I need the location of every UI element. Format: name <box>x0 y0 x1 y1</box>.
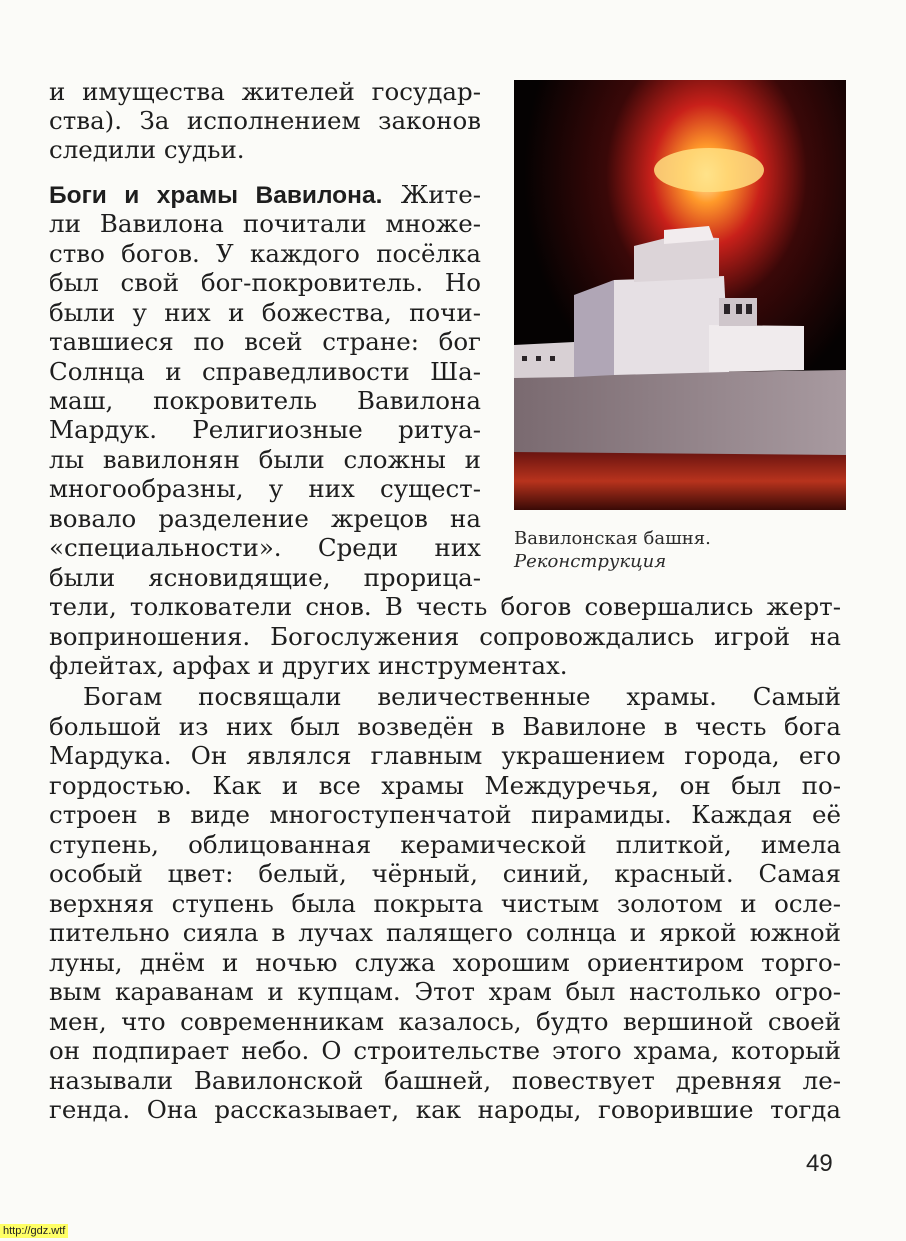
section-heading-line <box>49 180 481 209</box>
tower-drawing <box>514 80 846 510</box>
text-line: гордостью. Как и все храмы Междуречья, он был по- <box>49 771 841 800</box>
window <box>522 356 527 361</box>
figure-caption <box>514 527 844 573</box>
window <box>536 356 541 361</box>
babylon-tower-illustration <box>514 80 846 510</box>
glowing-light <box>654 148 764 192</box>
text-line: Богам посвящали величественные храмы. Самый <box>83 682 841 711</box>
text-line: называли Вавилонской башней, повествует древняя ле- <box>49 1066 841 1095</box>
text-line: он подпирает небо. О строительстве этого храма, который <box>49 1036 841 1065</box>
text-line: особый цвет: белый, чёрный, синий, красный. Самая <box>49 859 841 888</box>
text-line: Мардука. Он являлся главным украшением города, его <box>49 741 841 770</box>
text-line: лы вавилонян были сложны и <box>49 445 481 474</box>
caption-subtitle: Реконструкция <box>514 551 667 572</box>
outer-wall <box>514 370 846 455</box>
window <box>736 304 742 314</box>
caption-title: Вавилонская башня. <box>514 528 711 549</box>
watermark-link[interactable]: http://gdz.wtf <box>0 1224 68 1238</box>
text-line: ли Вавилона почитали множе- <box>49 209 481 238</box>
text-fragment: Жите- <box>382 180 481 209</box>
text-line: флейтах, арфах и других инструментах. <box>49 651 568 680</box>
text-line: тавшиеся по всей стране: бог <box>49 327 481 356</box>
text-line: Мардук. Религиозные ритуа- <box>49 415 481 444</box>
text-line: был свой бог-покровитель. Но <box>49 268 481 297</box>
text-line: строен в виде многоступенчатой пирамиды. Каждая её <box>49 800 841 829</box>
text-line: Солнца и справедливости Ша- <box>49 357 481 386</box>
text-line: вовало разделение жрецов на <box>49 504 481 533</box>
text-line: луны, днём и ночью служа хорошим ориентиром торго- <box>49 948 841 977</box>
text-line: следили судьи. <box>49 135 245 164</box>
text-line: многообразны, у них сущест- <box>49 474 481 503</box>
page-number: 49 <box>806 1150 833 1177</box>
text-line: пительно сияла в лучах палящего солнца и яркой южной <box>49 918 841 947</box>
window <box>724 304 730 314</box>
text-line: ства). За исполнением законов <box>49 106 481 135</box>
text-line: были у них и божества, почи- <box>49 298 481 327</box>
text-line: тели, толкователи снов. В честь богов совершались жерт- <box>49 592 841 621</box>
text-line: вым караванам и купцам. Этот храм был настолько огро- <box>49 977 841 1006</box>
text-line: были ясновидящие, прорица- <box>49 563 481 592</box>
pyramid-side <box>574 280 614 377</box>
front-terrace <box>709 325 804 372</box>
text-line: «специальности». Среди них <box>49 533 481 562</box>
text-line: и имущества жителей государ- <box>49 77 481 106</box>
text-line: ступень, облицованная керамической плиткой, имела <box>49 830 841 859</box>
text-line: мен, что современникам казалось, будто вершиной своей <box>49 1007 841 1036</box>
text-line: большой из них был возведён в Вавилоне в честь бога <box>49 712 841 741</box>
window <box>746 304 752 314</box>
text-line: ство богов. У каждого посёлка <box>49 239 481 268</box>
text-line: верхняя ступень была покрыта чистым золотом и осле- <box>49 889 841 918</box>
window <box>550 356 555 361</box>
water-reflection <box>514 452 846 510</box>
text-line: маш, покровитель Вавилона <box>49 386 481 415</box>
section-heading: Боги и храмы Вавилона. <box>49 182 383 209</box>
text-line: воприношения. Богослужения сопровождались игрой на <box>49 622 841 651</box>
text-line: генда. Она рассказывает, как народы, говорившие тогда <box>49 1095 841 1124</box>
